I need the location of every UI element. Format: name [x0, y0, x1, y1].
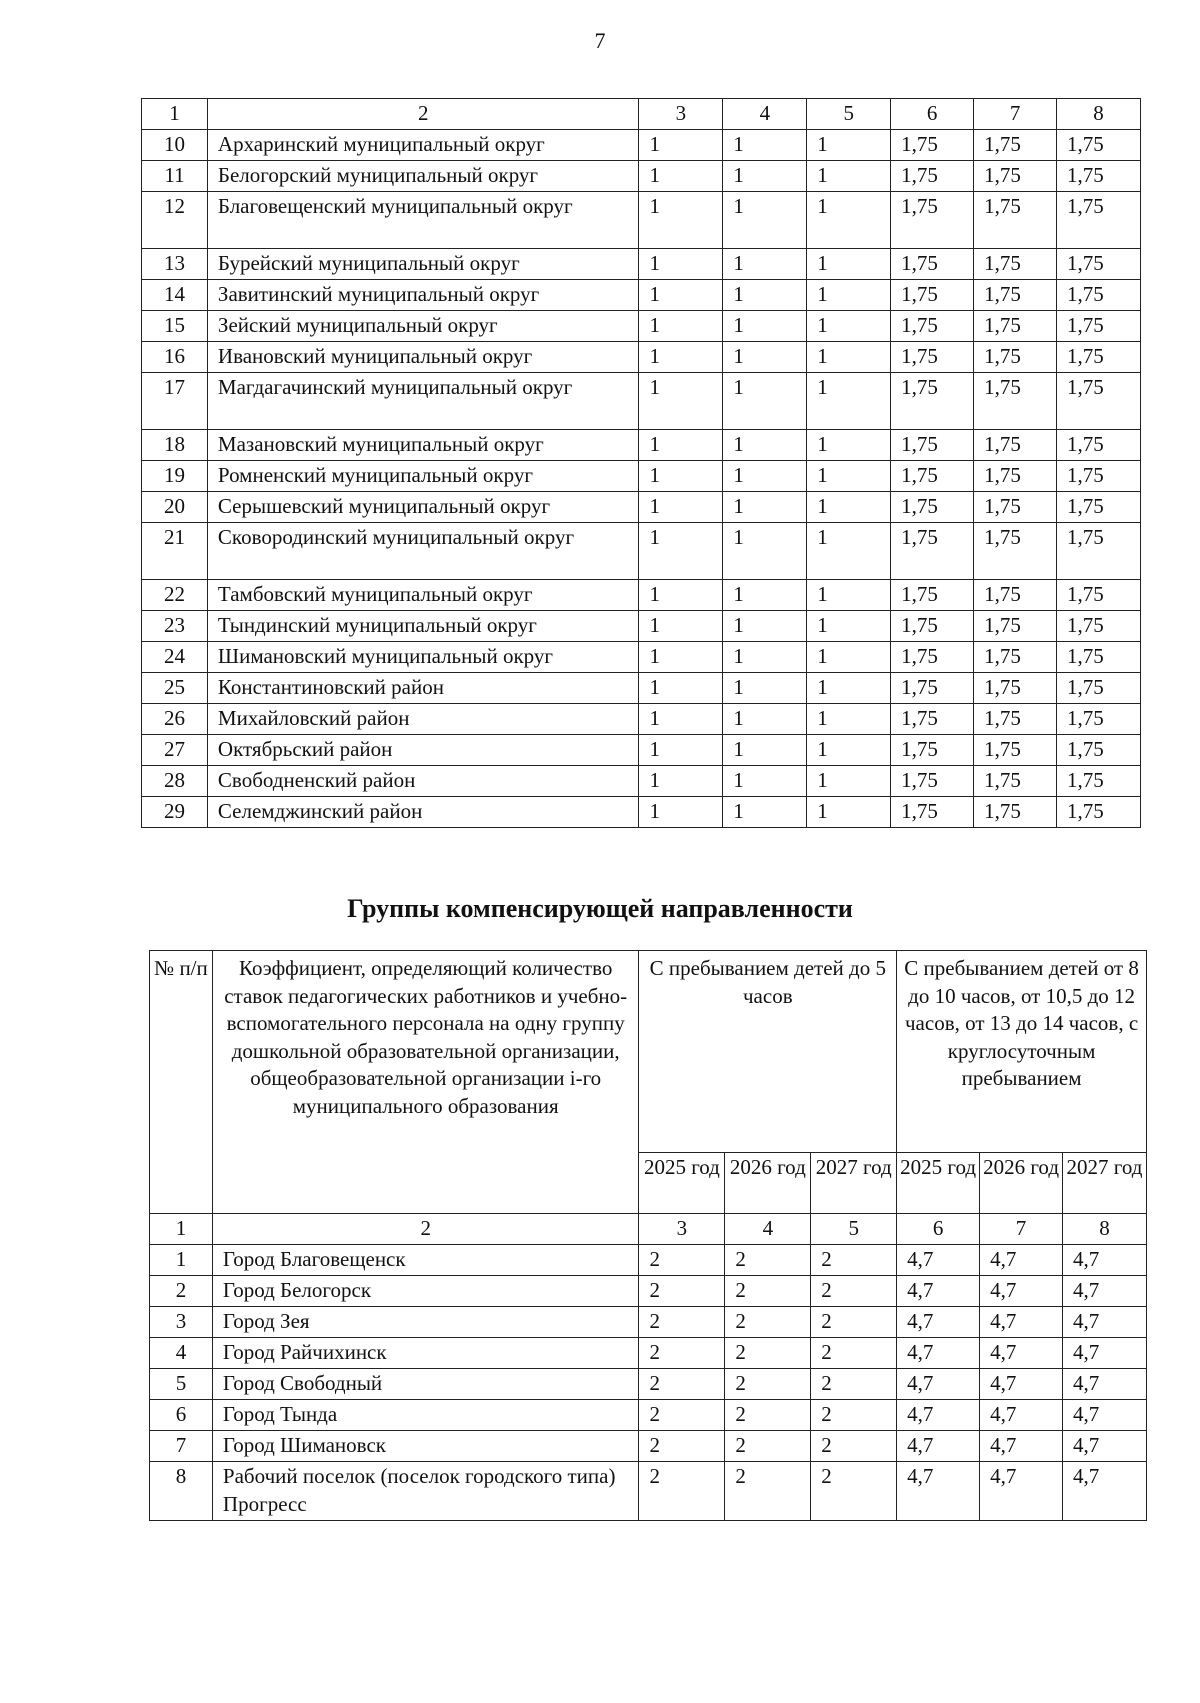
coefficient-value: 4,7: [1063, 1276, 1147, 1307]
coefficient-value: 1: [723, 704, 807, 735]
coefficient-value: 1,75: [891, 311, 974, 342]
coefficient-value: 1,75: [974, 523, 1057, 580]
header-coefficient: Коэффициент, определяющий количество ставок педагогических работников и учебно-вспомогательного персонала на одну группу дошкольной образовательной организации, общеобразовательной организации i-го муниципального образования: [212, 951, 639, 1214]
coefficient-value: 1,75: [1057, 766, 1141, 797]
municipality-name: Мазановский муниципальный округ: [207, 430, 639, 461]
coefficient-value: 4,7: [897, 1276, 980, 1307]
coefficient-value: 1,75: [1057, 580, 1141, 611]
column-number-header: 8: [1057, 99, 1141, 130]
coefficient-value: 4,7: [1063, 1462, 1147, 1521]
municipality-name: Магдагачинский муниципальный округ: [207, 373, 639, 430]
coefficient-value: 1,75: [1057, 130, 1141, 161]
coefficient-value: 1: [807, 249, 891, 280]
table-row: [142, 492, 1141, 523]
coefficient-value: 1: [807, 311, 891, 342]
coefficient-value: 1: [639, 735, 723, 766]
municipality-name: Сковородинский муниципальный округ: [207, 523, 639, 580]
coefficient-value: 1: [723, 673, 807, 704]
municipality-name: Город Зея: [212, 1307, 639, 1338]
coefficient-value: 1: [639, 130, 723, 161]
coefficient-value: 2: [725, 1338, 811, 1369]
coefficient-value: 1: [723, 249, 807, 280]
coefficient-value: 1,75: [891, 735, 974, 766]
coefficient-value: 1: [639, 430, 723, 461]
municipality-name: Город Шимановск: [212, 1431, 639, 1462]
table-row: [150, 1338, 1147, 1369]
coefficient-value: 1,75: [891, 797, 974, 828]
coefficient-value: 1: [639, 523, 723, 580]
row-number: 14: [142, 280, 208, 311]
coefficient-value: 1,75: [974, 130, 1057, 161]
column-number-header: 6: [891, 99, 974, 130]
table-row: [150, 1400, 1147, 1431]
coefficient-value: 1: [723, 580, 807, 611]
coefficient-value: 1: [723, 642, 807, 673]
coefficient-value: 2: [811, 1369, 897, 1400]
coefficient-value: 1: [807, 735, 891, 766]
coefficient-value: 1,75: [974, 192, 1057, 249]
coefficient-value: 2: [811, 1276, 897, 1307]
coefficient-value: 1,75: [891, 766, 974, 797]
row-number: 28: [142, 766, 208, 797]
coefficient-value: 1,75: [974, 342, 1057, 373]
municipality-name: Город Райчихинск: [212, 1338, 639, 1369]
row-number: 7: [150, 1431, 213, 1462]
column-number-header: 7: [974, 99, 1057, 130]
coefficient-value: 2: [725, 1400, 811, 1431]
coefficient-value: 4,7: [1063, 1338, 1147, 1369]
coefficient-value: 2: [639, 1276, 725, 1307]
coefficient-value: 1,75: [974, 161, 1057, 192]
municipality-name: Город Благовещенск: [212, 1245, 639, 1276]
table-row: [142, 311, 1141, 342]
coefficient-value: 1,75: [891, 280, 974, 311]
coefficient-value: 2: [639, 1400, 725, 1431]
coefficient-value: 1,75: [891, 373, 974, 430]
table-row: [142, 130, 1141, 161]
coefficient-value: 1,75: [974, 735, 1057, 766]
coefficient-value: 4,7: [897, 1400, 980, 1431]
municipality-name: Ивановский муниципальный округ: [207, 342, 639, 373]
coefficient-value: 2: [639, 1338, 725, 1369]
table-row: [142, 580, 1141, 611]
column-number-header: 3: [639, 99, 723, 130]
row-number: 24: [142, 642, 208, 673]
column-number-header: 3: [639, 1214, 725, 1245]
coefficient-value: 1: [639, 192, 723, 249]
coefficient-value: 4,7: [980, 1338, 1063, 1369]
municipality-name: Шимановский муниципальный округ: [207, 642, 639, 673]
coefficient-value: 4,7: [1063, 1245, 1147, 1276]
coefficient-value: 1: [639, 461, 723, 492]
municipality-name: Архаринский муниципальный округ: [207, 130, 639, 161]
coefficient-value: 1: [639, 642, 723, 673]
coefficient-value: 1,75: [891, 611, 974, 642]
coefficient-value: 1,75: [891, 523, 974, 580]
coefficient-value: 1: [807, 673, 891, 704]
table-row: [150, 1462, 1147, 1521]
coefficient-value: 1,75: [974, 766, 1057, 797]
coefficient-value: 1,75: [891, 642, 974, 673]
header-group-extended: С пребыванием детей от 8 до 10 часов, от 10,5 до 12 часов, от 13 до 14 часов, с круглосуточным пребыванием: [897, 951, 1147, 1153]
row-number: 4: [150, 1338, 213, 1369]
row-number: 17: [142, 373, 208, 430]
coefficient-value: 1: [723, 461, 807, 492]
coefficient-value: 1,75: [974, 704, 1057, 735]
coefficient-value: 1,75: [891, 192, 974, 249]
coefficient-value: 1,75: [1057, 735, 1141, 766]
row-number: 18: [142, 430, 208, 461]
coefficient-value: 1: [639, 161, 723, 192]
coefficient-value: 4,7: [897, 1431, 980, 1462]
municipality-name: Октябрьский район: [207, 735, 639, 766]
coefficient-value: 1,75: [891, 430, 974, 461]
coefficient-value: 1: [723, 311, 807, 342]
coefficient-value: 1,75: [974, 373, 1057, 430]
coefficient-value: 1,75: [1057, 704, 1141, 735]
coefficient-value: 1: [723, 373, 807, 430]
column-number-header: 2: [212, 1214, 639, 1245]
table-row: [142, 192, 1141, 249]
row-number: 16: [142, 342, 208, 373]
coefficient-value: 1: [807, 611, 891, 642]
coefficient-value: 1: [723, 523, 807, 580]
coefficient-value: 1: [723, 766, 807, 797]
coefficient-value: 1,75: [974, 492, 1057, 523]
coefficient-value: 1,75: [1057, 492, 1141, 523]
municipality-name: Завитинский муниципальный округ: [207, 280, 639, 311]
municipality-name: Константиновский район: [207, 673, 639, 704]
section-title: Группы компенсирующей направленности: [347, 894, 853, 923]
municipality-name: Ромненский муниципальный округ: [207, 461, 639, 492]
coefficient-value: 2: [725, 1307, 811, 1338]
column-number-header: 2: [207, 99, 639, 130]
coefficient-value: 1,75: [1057, 192, 1141, 249]
municipality-name: Серышевский муниципальный округ: [207, 492, 639, 523]
coefficient-value: 1: [723, 280, 807, 311]
coefficient-value: 1: [807, 704, 891, 735]
row-number: 1: [150, 1245, 213, 1276]
table-row: [142, 673, 1141, 704]
table-row: [142, 704, 1141, 735]
row-number: 25: [142, 673, 208, 704]
coefficient-value: 2: [811, 1462, 897, 1521]
coefficient-value: 1,75: [891, 580, 974, 611]
municipality-name: Селемджинский район: [207, 797, 639, 828]
row-number: 11: [142, 161, 208, 192]
row-number: 23: [142, 611, 208, 642]
table-row: [142, 797, 1141, 828]
coefficient-value: 1: [807, 523, 891, 580]
row-number: 13: [142, 249, 208, 280]
table-row: [150, 1431, 1147, 1462]
coefficient-value: 4,7: [1063, 1369, 1147, 1400]
coefficient-value: 2: [811, 1431, 897, 1462]
row-number: 2: [150, 1276, 213, 1307]
row-number: 29: [142, 797, 208, 828]
year-header: 2027 год: [811, 1153, 897, 1214]
row-number: 8: [150, 1462, 213, 1521]
coefficient-value: 4,7: [897, 1307, 980, 1338]
coefficient-value: 4,7: [980, 1400, 1063, 1431]
coefficient-value: 1: [807, 766, 891, 797]
coefficient-value: 1,75: [891, 492, 974, 523]
column-number-header: 5: [811, 1214, 897, 1245]
coefficient-value: 1: [723, 130, 807, 161]
coefficient-value: 1,75: [891, 249, 974, 280]
coefficient-value: 1: [807, 797, 891, 828]
coefficient-value: 1,75: [891, 130, 974, 161]
coefficient-value: 1: [723, 161, 807, 192]
coefficient-value: 1: [807, 342, 891, 373]
coefficient-value: 1,75: [974, 673, 1057, 704]
coefficient-value: 1,75: [1057, 280, 1141, 311]
column-number-header: 7: [980, 1214, 1063, 1245]
municipality-name: Тындинский муниципальный округ: [207, 611, 639, 642]
coefficient-value: 1: [639, 342, 723, 373]
coefficient-value: 1,75: [1057, 249, 1141, 280]
coefficient-value: 1,75: [1057, 642, 1141, 673]
coefficient-value: 1: [639, 311, 723, 342]
coefficient-value: 2: [811, 1400, 897, 1431]
municipality-name: Город Свободный: [212, 1369, 639, 1400]
table-row: [142, 735, 1141, 766]
coefficient-value: 4,7: [1063, 1400, 1147, 1431]
row-number: 21: [142, 523, 208, 580]
municipality-name: Тамбовский муниципальный округ: [207, 580, 639, 611]
page-number: 7: [594, 28, 606, 53]
coefficient-value: 1,75: [891, 461, 974, 492]
coefficient-value: 1: [723, 342, 807, 373]
table-row: [142, 642, 1141, 673]
coefficient-value: 2: [725, 1431, 811, 1462]
municipality-name: Зейский муниципальный округ: [207, 311, 639, 342]
municipality-name: Бурейский муниципальный округ: [207, 249, 639, 280]
municipality-name: Рабочий поселок (поселок городского типа) Прогресс: [212, 1462, 639, 1521]
year-header: 2026 год: [725, 1153, 811, 1214]
coefficient-value: 4,7: [897, 1369, 980, 1400]
coefficient-value: 1: [723, 492, 807, 523]
column-number-header: 1: [150, 1214, 213, 1245]
coefficient-value: 1: [723, 192, 807, 249]
coefficient-value: 1: [639, 580, 723, 611]
coefficient-value: 4,7: [897, 1245, 980, 1276]
coefficient-value: 1,75: [974, 580, 1057, 611]
table-row: [142, 249, 1141, 280]
row-number: 6: [150, 1400, 213, 1431]
coefficient-value: 1: [723, 430, 807, 461]
row-number: 26: [142, 704, 208, 735]
coefficient-value: 1: [807, 280, 891, 311]
coefficient-value: 1: [807, 373, 891, 430]
table-row: [142, 430, 1141, 461]
coefficient-value: 2: [639, 1307, 725, 1338]
year-header: 2025 год: [639, 1153, 725, 1214]
table-row: [142, 342, 1141, 373]
table-row: [142, 611, 1141, 642]
coefficient-value: 2: [639, 1369, 725, 1400]
coefficient-value: 1,75: [974, 797, 1057, 828]
coefficient-value: 1: [639, 797, 723, 828]
table-row: [142, 280, 1141, 311]
coefficient-value: 4,7: [980, 1245, 1063, 1276]
year-header: 2027 год: [1063, 1153, 1147, 1214]
coefficient-value: 4,7: [980, 1369, 1063, 1400]
coefficient-value: 1: [723, 797, 807, 828]
coefficient-value: 4,7: [980, 1462, 1063, 1521]
coefficient-value: 1: [807, 130, 891, 161]
table-row: [142, 161, 1141, 192]
coefficient-value: 1,75: [974, 280, 1057, 311]
coefficient-value: 1,75: [974, 461, 1057, 492]
coefficient-value: 1: [723, 735, 807, 766]
row-number: 3: [150, 1307, 213, 1338]
coefficient-value: 4,7: [1063, 1431, 1147, 1462]
coefficient-value: 1,75: [974, 311, 1057, 342]
coefficient-value: 2: [639, 1245, 725, 1276]
coefficient-value: 1,75: [974, 430, 1057, 461]
column-number-header: 4: [723, 99, 807, 130]
municipality-name: Город Белогорск: [212, 1276, 639, 1307]
coefficient-value: 1: [639, 492, 723, 523]
municipality-name: Благовещенский муниципальный округ: [207, 192, 639, 249]
column-number-header: 1: [142, 99, 208, 130]
year-header: 2025 год: [897, 1153, 980, 1214]
row-number: 20: [142, 492, 208, 523]
coefficient-value: 2: [725, 1245, 811, 1276]
coefficient-value: 1: [807, 430, 891, 461]
compensating-groups-table: [149, 950, 1147, 1521]
coefficient-value: 1,75: [891, 161, 974, 192]
row-number: 19: [142, 461, 208, 492]
coefficient-value: 4,7: [980, 1307, 1063, 1338]
coefficient-value: 1: [639, 704, 723, 735]
column-number-header: 6: [897, 1214, 980, 1245]
row-number: 15: [142, 311, 208, 342]
municipality-name: Белогорский муниципальный округ: [207, 161, 639, 192]
municipality-name: Свободненский район: [207, 766, 639, 797]
row-number: 22: [142, 580, 208, 611]
table-row: [142, 373, 1141, 430]
header-row-number: № п/п: [150, 951, 213, 1214]
coefficient-value: 2: [811, 1307, 897, 1338]
column-number-header: 5: [807, 99, 891, 130]
coefficient-value: 1,75: [891, 342, 974, 373]
table-row: [150, 1245, 1147, 1276]
municipality-name: Город Тында: [212, 1400, 639, 1431]
coefficient-value: 2: [725, 1369, 811, 1400]
coefficient-value: 4,7: [897, 1462, 980, 1521]
coefficient-value: 4,7: [980, 1276, 1063, 1307]
coefficient-value: 2: [811, 1245, 897, 1276]
coefficient-value: 1: [639, 249, 723, 280]
coefficient-value: 1,75: [974, 249, 1057, 280]
year-header: 2026 год: [980, 1153, 1063, 1214]
coefficients-table-continued: [141, 98, 1141, 828]
coefficient-value: 2: [725, 1462, 811, 1521]
coefficient-value: 1: [639, 611, 723, 642]
coefficient-value: 1: [639, 373, 723, 430]
coefficient-value: 1: [723, 611, 807, 642]
header-group-5h: С пребыванием детей до 5 часов: [639, 951, 897, 1153]
coefficient-value: 1: [639, 766, 723, 797]
column-number-row: [150, 1214, 1147, 1245]
coefficient-value: 2: [725, 1276, 811, 1307]
coefficient-value: 2: [639, 1462, 725, 1521]
column-number-header: 8: [1063, 1214, 1147, 1245]
coefficient-value: 1,75: [891, 704, 974, 735]
coefficient-value: 1,75: [1057, 430, 1141, 461]
coefficient-value: 2: [639, 1431, 725, 1462]
coefficient-value: 1,75: [1057, 373, 1141, 430]
coefficient-value: 1,75: [974, 611, 1057, 642]
table-row: [142, 766, 1141, 797]
coefficient-value: 1,75: [891, 673, 974, 704]
table-row: [142, 461, 1141, 492]
coefficient-value: 1,75: [1057, 611, 1141, 642]
row-number: 10: [142, 130, 208, 161]
row-number: 12: [142, 192, 208, 249]
coefficient-value: 1: [807, 492, 891, 523]
table-row: [150, 1307, 1147, 1338]
coefficient-value: 1: [807, 192, 891, 249]
row-number: 5: [150, 1369, 213, 1400]
coefficient-value: 1,75: [1057, 461, 1141, 492]
coefficient-value: 1,75: [974, 642, 1057, 673]
coefficient-value: 1,75: [1057, 311, 1141, 342]
table-header-row: [142, 99, 1141, 130]
coefficient-value: 1,75: [1057, 523, 1141, 580]
coefficient-value: 1,75: [1057, 342, 1141, 373]
coefficient-value: 2: [811, 1338, 897, 1369]
coefficient-value: 1: [639, 280, 723, 311]
table-row: [150, 1369, 1147, 1400]
coefficient-value: 4,7: [1063, 1307, 1147, 1338]
row-number: 27: [142, 735, 208, 766]
coefficient-value: 1: [639, 673, 723, 704]
coefficient-value: 1: [807, 642, 891, 673]
coefficient-value: 1: [807, 461, 891, 492]
coefficient-value: 1,75: [1057, 673, 1141, 704]
coefficient-value: 1: [807, 161, 891, 192]
coefficient-value: 4,7: [980, 1431, 1063, 1462]
table-row: [142, 523, 1141, 580]
municipality-name: Михайловский район: [207, 704, 639, 735]
coefficient-value: 1,75: [1057, 161, 1141, 192]
coefficient-value: 1,75: [1057, 797, 1141, 828]
table-row: [150, 1276, 1147, 1307]
column-number-header: 4: [725, 1214, 811, 1245]
coefficient-value: 1: [807, 580, 891, 611]
coefficient-value: 4,7: [897, 1338, 980, 1369]
